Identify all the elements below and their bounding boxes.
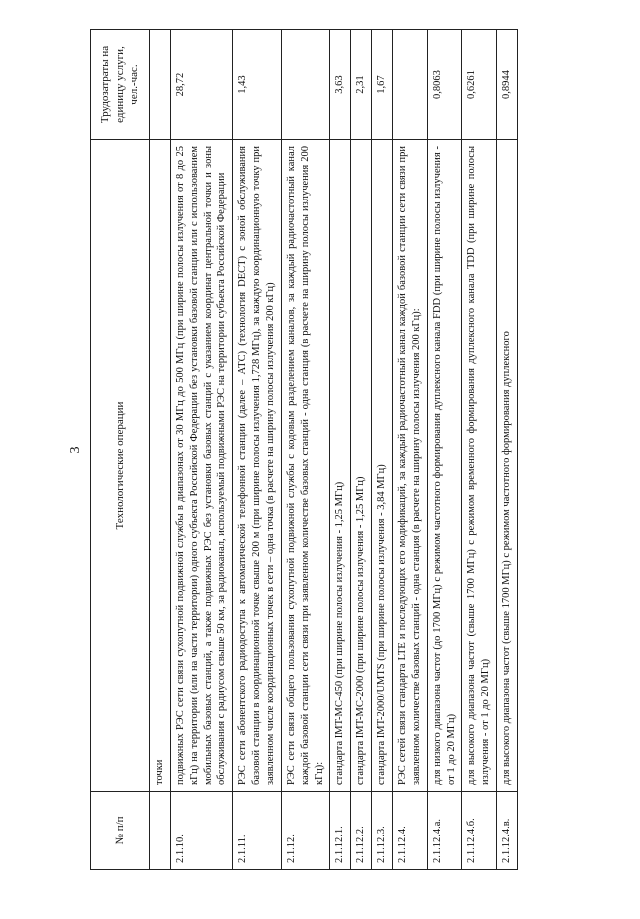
row-num: 2.1.11. — [233, 792, 282, 870]
table-row — [497, 30, 518, 870]
row-num: 2.1.12.4.а. — [427, 792, 462, 870]
row-value — [150, 30, 171, 140]
row-value: 3,63 — [330, 30, 351, 140]
header-labor: Трудозатраты на единицу услуги, чел.-час. — [91, 30, 150, 140]
row-value — [393, 30, 428, 140]
row-num — [150, 792, 171, 870]
row-num: 2.1.12.4. — [393, 792, 428, 870]
row-operation: для низкого диапазона частот (до 1700 МГц) с режимом частотного формирования дуплексного канала FDD (при ширине полосы излучения - от 1 до 20 МГц) — [427, 140, 462, 792]
row-value: 0,8063 — [427, 30, 462, 140]
row-operation: для высокого диапазона частот (свыше 1700 МГц) с режимом временного формирования дуплексного канала TDD (при ширине полосы излучения - от 1 до 20 МГц) — [462, 140, 497, 792]
row-value: 1,43 — [233, 30, 282, 140]
table-row — [462, 30, 497, 870]
table-row — [170, 30, 232, 870]
continuation-row — [150, 30, 171, 870]
row-operation: подвижных РЭС сети связи сухопутной подвижной службы в диапазонах от 30 МГц до 500 МГц (при ширине полосы излучения от 8 до 25 кГц) на территории (или на части территории) одного субъекта Российской Федерации без установки базовой станции или с использованием мобильных базовых станций, а также подвижных РЭС без установки базовых станций с указанием координат центральной точки и зоны обслуживания с радиусом свыше 50 км, за радиоканал, используемый подвижными РЭС на территории субъекта Российской Федерации — [170, 140, 232, 792]
row-num: 2.1.10. — [170, 792, 232, 870]
row-value — [281, 30, 330, 140]
row-value: 2,31 — [351, 30, 372, 140]
table-row — [330, 30, 351, 870]
labor-cost-table — [90, 29, 518, 870]
row-num: 2.1.12.4.б. — [462, 792, 497, 870]
row-num: 2.1.12.4.в. — [497, 792, 518, 870]
row-value: 0,6261 — [462, 30, 497, 140]
table-header-row — [91, 30, 150, 870]
table-row — [351, 30, 372, 870]
table-row — [393, 30, 428, 870]
rotated-page-content — [60, 30, 620, 870]
row-num: 2.1.12.2. — [351, 792, 372, 870]
table-row — [372, 30, 393, 870]
row-operation: стандарта IMT-2000/UMTS (при ширине полосы излучения - 3,84 МГц) — [372, 140, 393, 792]
table-row — [281, 30, 330, 870]
table-row — [427, 30, 462, 870]
header-operation: Технологические операции — [91, 140, 150, 792]
page-number: 3 — [68, 446, 83, 454]
row-value: 1,67 — [372, 30, 393, 140]
row-num: 2.1.12. — [281, 792, 330, 870]
row-operation: для высокого диапазона частот (свыше 1700 МГц) с режимом частотного формирования дуплексного — [497, 140, 518, 792]
row-num: 2.1.12.1. — [330, 792, 351, 870]
row-operation: стандарта IMT-MC-450 (при ширине полосы излучения - 1,25 МГц) — [330, 140, 351, 792]
row-value: 0,8944 — [497, 30, 518, 140]
row-operation: РЭС сети связи общего пользования сухопутной подвижной службы с кодовым разделением каналов, за каждый радиочастотный канал каждой базовой станции сети связи при заявленном количестве базовых станций - одна станция (в расчете на ширину полосы излучения 200 кГц): — [281, 140, 330, 792]
row-operation: стандарта IMT-MC-2000 (при ширине полосы излучения - 1,25 МГц) — [351, 140, 372, 792]
row-operation: РЭС сетей связи стандарта LTE и последующих его модификаций, за каждый радиочастотный канал каждой базовой станции сети связи при заявленном количестве базовых станций - одна станция (в расчете на ширину полосы излучения 200 кГц): — [393, 140, 428, 792]
row-value: 28,72 — [170, 30, 232, 140]
row-num: 2.1.12.3. — [372, 792, 393, 870]
row-operation: точки — [150, 140, 171, 792]
row-operation: РЭС сети абонентского радиодоступа к автоматической телефонной станции (далее – АТС) (технология DECT) с зоной обслуживания базовой станции в координационной точке свыше 200 м (при ширине полосы излучения 1,728 МГц), за каждую координационную точку при заявленном числе координационных точек в сети – одна точка (в расчете на ширину полосы излучения 200 кГц) — [233, 140, 282, 792]
header-num: № п/п — [91, 792, 150, 870]
table-row — [233, 30, 282, 870]
